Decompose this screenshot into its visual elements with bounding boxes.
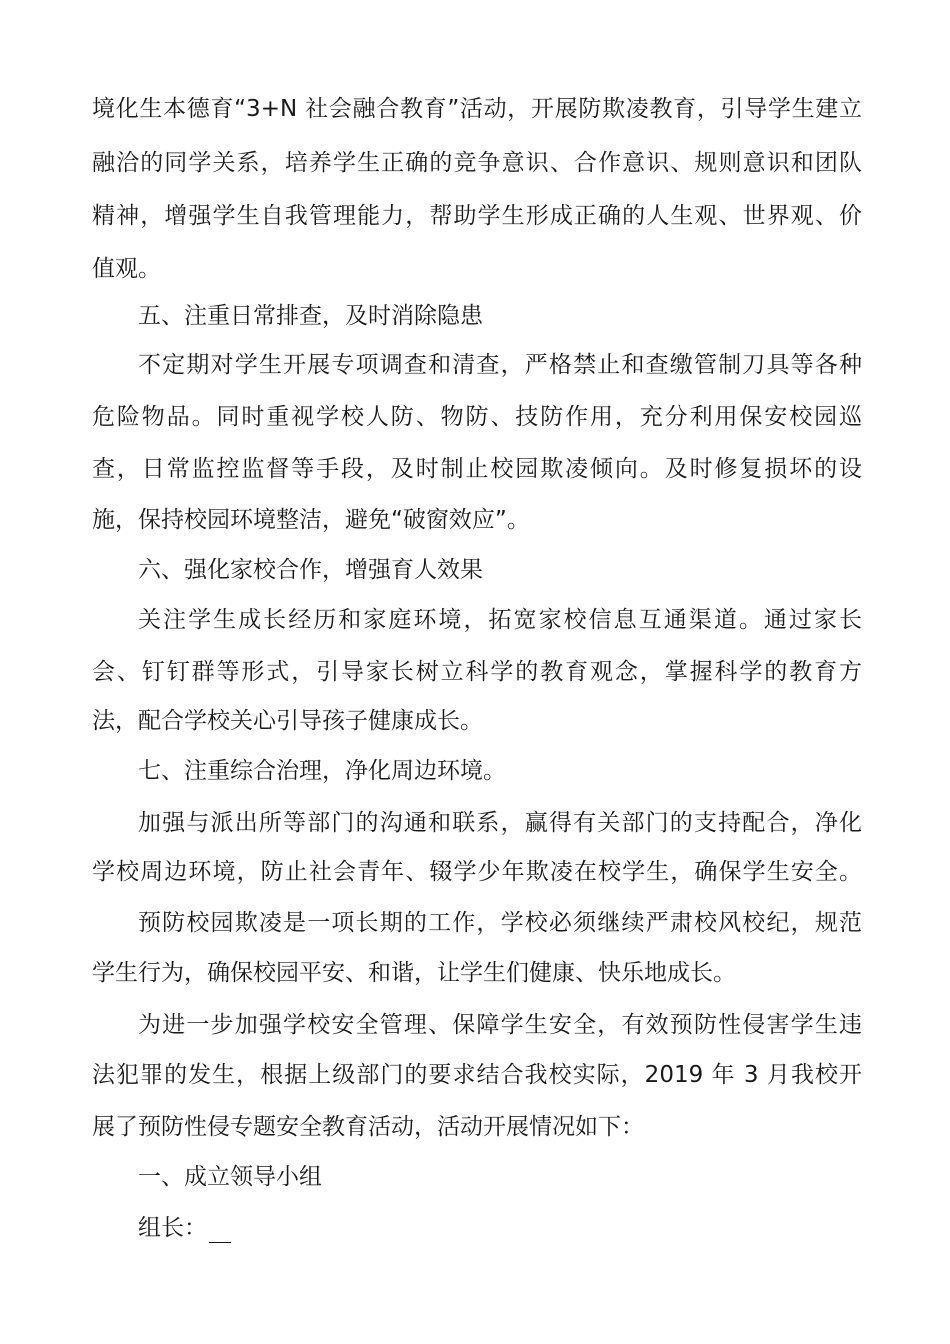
- body-text-line: 融洽的同学关系，培养学生正确的竞争意识、合作意识、规则意识和团队: [92, 150, 862, 176]
- section-heading: 五、注重日常排查，及时消除隐患: [138, 303, 483, 329]
- body-text-line: 法，配合学校关心引导孩子健康成长。: [92, 708, 483, 734]
- body-text-line: 精神，增强学生自我管理能力，帮助学生形成正确的人生观、世界观、价: [92, 203, 862, 229]
- team-leader-row: [138, 1213, 862, 1243]
- body-text-line: 值观。: [92, 256, 161, 282]
- section-heading: 一、成立领导小组: [138, 1164, 322, 1190]
- body-text-line: 关注学生成长经历和家庭环境，拓宽家校信息互通渠道。通过家长: [138, 607, 862, 633]
- body-text-line: 境化生本德育“3+N 社会融合教育”活动，开展防欺凌教育，引导学生建立: [92, 96, 862, 122]
- body-text-line: 为进一步加强学校安全管理、保障学生安全，有效预防性侵害学生违: [138, 1012, 862, 1038]
- body-text-line: 施，保持校园环境整洁，避免“破窗效应”。: [92, 507, 530, 533]
- body-text-line: 预防校园欺凌是一项长期的工作，学校必须继续严肃校风校纪，规范: [138, 910, 862, 936]
- body-text-line: 展了预防性侵专题安全教育活动，活动开展情况如下：: [92, 1114, 644, 1140]
- body-text-line: 查，日常监控监督等手段，及时制止校园欺凌倾向。及时修复损坏的设: [92, 456, 862, 482]
- fill-in-blank: [209, 1218, 231, 1243]
- body-text-line: 法犯罪的发生，根据上级部门的要求结合我校实际，2019 年 3 月我校开: [92, 1062, 862, 1088]
- body-text-line: 不定期对学生开展专项调查和清查，严格禁止和查缴管制刀具等各种: [138, 352, 862, 378]
- section-heading: 六、强化家校合作，增强育人效果: [138, 557, 483, 583]
- body-text-line: 危险物品。同时重视学校人防、物防、技防作用，充分利用保安校园巡: [92, 404, 862, 430]
- section-heading: 七、注重综合治理，净化周边环境。: [138, 758, 506, 784]
- body-text-line: 学生行为，确保校园平安、和谐，让学生们健康、快乐地成长。: [92, 960, 736, 986]
- body-text-line: 学校周边环境，防止社会青年、辍学少年欺凌在校学生，确保学生安全。: [92, 859, 862, 885]
- team-leader-label: 组长：: [138, 1215, 207, 1241]
- body-text-line: 加强与派出所等部门的沟通和联系，赢得有关部门的支持配合，净化: [138, 810, 862, 836]
- body-text-line: 会、钉钉群等形式，引导家长树立科学的教育观念，掌握科学的教育方: [92, 659, 862, 685]
